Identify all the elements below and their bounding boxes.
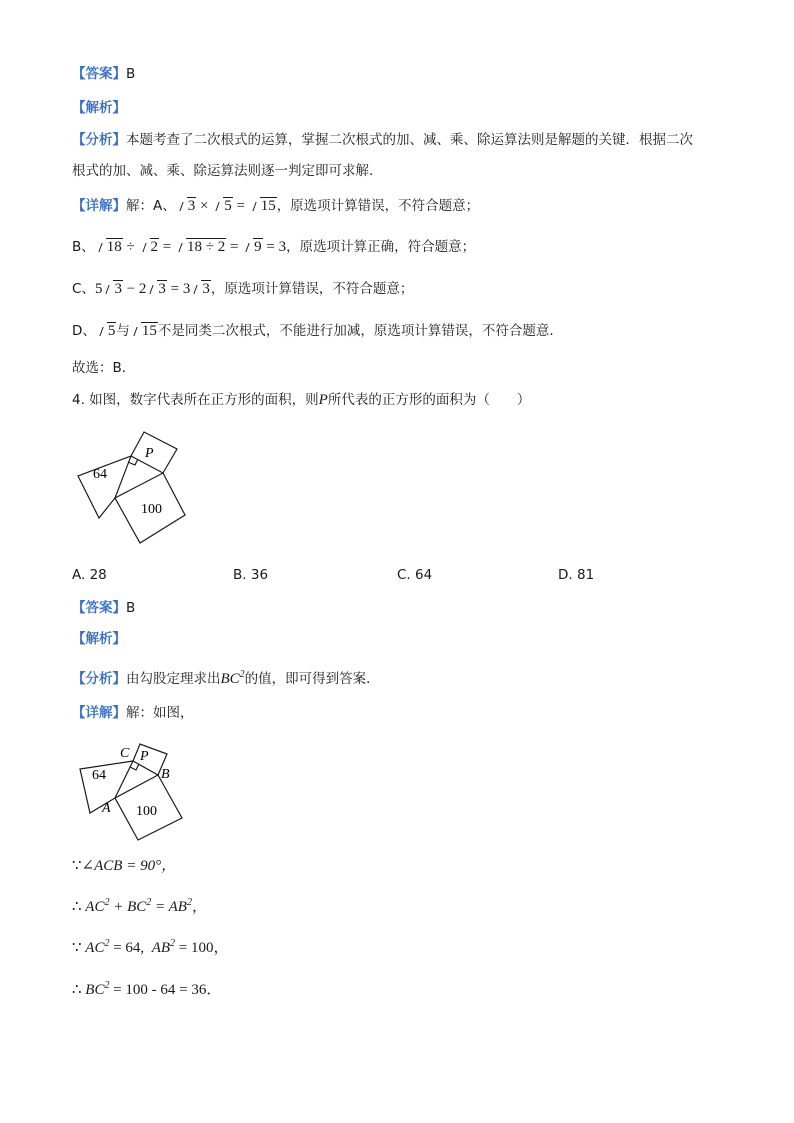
option-value: 36	[250, 567, 269, 583]
q3-detail-d	[72, 321, 563, 341]
detail-tag: 【详解】	[72, 705, 126, 721]
therefore-symbol: ∴	[72, 899, 82, 915]
formula-d2: 15	[130, 323, 158, 339]
fig2-label-b: B	[161, 767, 170, 782]
analysis-suffix: 的值，即可得到答案．	[244, 671, 380, 687]
formula-c: 5 3 − 2 3 = 3 3	[94, 281, 210, 297]
detail-d-prefix: D、	[72, 323, 96, 339]
step2-formula: $AC^2 + BC^2 = AB^2$	[85, 897, 192, 915]
stem-suffix: 所代表的正方形的面积为（ ）	[327, 392, 531, 408]
step3-formula: $AC^2$	[85, 938, 110, 956]
option-letter: A.	[72, 567, 86, 583]
analysis-prefix: 由勾股定理求出	[126, 671, 221, 687]
step-2	[72, 893, 207, 917]
step3-suffix: ，	[213, 940, 229, 956]
because-symbol: ∵	[72, 940, 82, 956]
q3-answer-line	[72, 64, 135, 84]
formula-d1: 5	[96, 323, 117, 339]
option-letter: B.	[233, 567, 247, 583]
q3-detail-c	[72, 279, 413, 299]
detail-b-suffix: ，原选项计算正确，符合题意；	[286, 239, 476, 255]
option-value: 81	[576, 567, 595, 583]
stem-var: P	[318, 392, 328, 408]
q4-analysis	[72, 665, 380, 689]
option-d[interactable]	[558, 567, 594, 583]
option-value: 64	[415, 567, 433, 583]
detail-c-prefix: C、	[72, 281, 95, 297]
jiexi-tag: 【解析】	[72, 631, 126, 647]
fig1-label-100: 100	[141, 502, 162, 517]
detail-c-suffix: ，原选项计算错误，不符合题意；	[210, 281, 414, 297]
option-a[interactable]	[72, 567, 107, 583]
q3-detail-a	[72, 196, 479, 216]
formula-a: 3 × 5 = 15	[176, 198, 277, 214]
because-symbol: ∵	[72, 858, 82, 874]
square-64	[78, 456, 131, 518]
fig2-label-a: A	[102, 801, 111, 816]
step1-text: ∠ACB = 90°，	[81, 858, 177, 874]
analysis-tag: 【分析】	[72, 132, 126, 148]
detail-d-mid: 与	[116, 323, 130, 339]
detail-a-prefix: 解：A、	[126, 198, 176, 214]
fig2-label-c: C	[120, 746, 130, 761]
jiexi-tag: 【解析】	[72, 100, 126, 116]
option-letter: D.	[558, 567, 573, 583]
step4-expr: = 100 - 64 = 36．	[113, 982, 222, 998]
q4-stem	[72, 390, 530, 410]
step-3: ∵ $AC^2 = 64$, $AB^2 = 100$，	[72, 938, 229, 956]
answer-tag: 【答案】	[72, 66, 126, 82]
option-b[interactable]	[233, 567, 268, 583]
q4-answer-line	[72, 598, 135, 618]
q3-analysis-line2: 根式的加、减、乘、除运算法则逐一判定即可求解．	[72, 163, 383, 179]
answer-tag: 【答案】	[72, 600, 126, 616]
option-value: 28	[89, 567, 107, 583]
option-letter: C.	[397, 567, 411, 583]
therefore-symbol: ∴	[72, 982, 82, 998]
q3-analysis-line1	[72, 130, 693, 150]
q3-detail-b	[72, 237, 475, 257]
analysis-tag: 【分析】	[72, 671, 126, 687]
stem-prefix: 4. 如图，数字代表所在正方形的面积，则	[72, 392, 319, 408]
q3-choose: 故选：B．	[72, 360, 136, 376]
formula-bc2: $BC^2$	[220, 669, 245, 687]
step4-formula: $BC^2$	[85, 980, 110, 998]
detail-d-suffix: 不是同类二次根式，不能进行加减，原选项计算错误，不符合题意．	[157, 323, 563, 339]
square-p	[131, 432, 177, 473]
pythagoras-figure-1	[70, 425, 200, 550]
detail-a-suffix: ，原选项计算错误，不符合题意；	[276, 198, 480, 214]
answer-value: B	[126, 66, 136, 82]
answer-value: B	[126, 600, 136, 616]
detail-b-prefix: B、	[72, 239, 95, 255]
fig2-label-64: 64	[92, 768, 106, 783]
fig2-label-p: P	[140, 749, 149, 764]
step-4	[72, 976, 221, 1000]
option-c[interactable]	[397, 567, 432, 583]
detail-tag: 【详解】	[72, 198, 126, 214]
pythagoras-figure-2	[70, 740, 200, 850]
analysis-text: 本题考查了二次根式的运算，掌握二次根式的加、减、乘、除运算法则是解题的关键．根据二次	[126, 132, 693, 148]
detail-text: 解：如图，	[126, 705, 194, 721]
fig1-label-p: P	[145, 446, 154, 461]
step2-suffix: ，	[191, 899, 207, 915]
formula-b: 18 ÷ 2 = 18 ÷ 2 = 9 = 3	[95, 239, 286, 255]
step-1	[72, 856, 176, 876]
fig2-label-100: 100	[136, 804, 157, 819]
q4-detail	[72, 703, 194, 723]
fig1-label-64: 64	[93, 467, 107, 482]
